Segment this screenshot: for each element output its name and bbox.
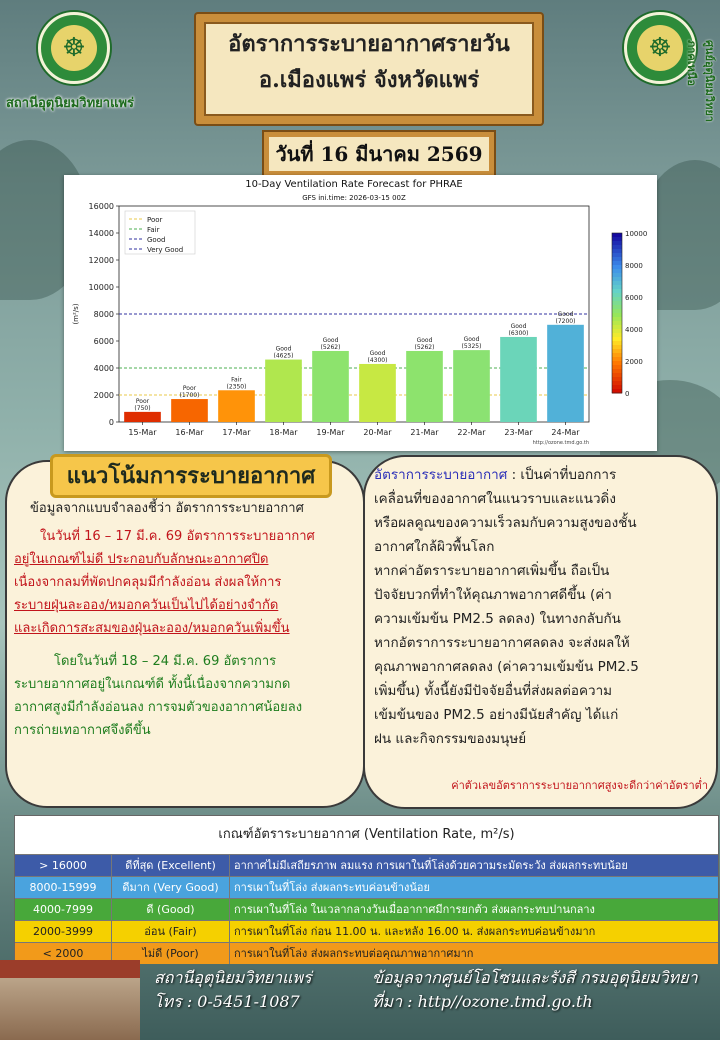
trend-p2-line: การถ่ายเทอากาศจึงดีขึ้น (14, 723, 151, 738)
criteria-row (15, 899, 718, 921)
legend-label: Fair (147, 226, 160, 234)
station-name: สถานีอุตุนิยมวิทยาแพร่ (154, 968, 312, 987)
x-tick-label: 24-Mar (551, 428, 580, 437)
bar-value-label: (7200) (555, 317, 576, 325)
station-phone: โทร : 0-5451-1087 (154, 992, 300, 1011)
chart-bar (406, 351, 443, 422)
colorbar-segment (612, 329, 622, 334)
bar-category-label: Poor (135, 397, 150, 405)
definition-line: หากอัตราการระบายอากาศลดลง จะส่งผลให้ (374, 635, 630, 651)
colorbar-segment (612, 261, 622, 266)
footer-station (154, 966, 364, 1014)
definition-line: ปัจจัยบวกที่ทำให้คุณภาพอากาศดีขึ้น (ค่า (374, 587, 612, 603)
y-tick-label: 4000 (93, 364, 114, 373)
bar-category-label: Good (510, 322, 527, 330)
colorbar-segment (612, 277, 622, 282)
colorbar-segment (612, 317, 622, 322)
chart-bar (359, 364, 396, 422)
trend-p1-line: และเกิดการสะสมของฝุ่นละออง/หมอกควันเพิ่มขึ้น (14, 621, 290, 636)
definition-line: คุณภาพอากาศลดลง (ค่าความเข้มข้น PM2.5 (374, 659, 639, 675)
x-tick-label: 15-Mar (128, 428, 157, 437)
trend-p2-line: ระบายอากาศอยู่ในเกณฑ์ดี ทั้งนี้เนื่องจากความกด (14, 677, 291, 692)
forecast-date: วันที่ 16 มีนาคม 2569 (264, 132, 494, 176)
colorbar-segment (612, 365, 622, 370)
criteria-range: 4000-7999 (15, 899, 112, 920)
bar-category-label: Fair (231, 376, 242, 384)
colorbar-segment (612, 341, 622, 346)
legend-label: Very Good (147, 246, 184, 254)
colorbar-segment (612, 253, 622, 258)
colorbar-segment (612, 357, 622, 362)
colorbar-segment (612, 241, 622, 246)
colorbar-segment (612, 345, 622, 350)
definition-line: อากาศใกล้ผิวพื้นโลก (374, 539, 495, 555)
criteria-range: < 2000 (15, 943, 112, 964)
colorbar-segment (612, 273, 622, 278)
footer-source (372, 966, 712, 1014)
definition-term: อัตราการระบายอากาศ (374, 467, 508, 483)
colorbar-segment (612, 381, 622, 386)
criteria-rows (15, 855, 718, 964)
colorbar-segment (612, 301, 622, 306)
org-left-name: สถานีอุตุนิยมวิทยาแพร่ (5, 96, 135, 111)
definition-line: ฝน และกิจกรรมของมนุษย์ (374, 731, 527, 747)
bar-value-label: (4625) (273, 352, 294, 360)
legend-label: Poor (147, 216, 163, 224)
colorbar-segment (612, 313, 622, 318)
y-axis-label: (m²/s) (72, 303, 80, 325)
colorbar-segment (612, 333, 622, 338)
bar-value-label: (5262) (320, 343, 341, 351)
colorbar-segment (612, 369, 622, 374)
colorbar-tick-label: 2000 (625, 358, 643, 366)
trend-p1-line: อยู่ในเกณฑ์ไม่ดี ประกอบกับลักษณะอากาศปิด (14, 552, 269, 567)
criteria-table (14, 815, 719, 960)
bar-category-label: Good (322, 336, 339, 344)
legend-label: Good (147, 236, 166, 244)
y-tick-label: 10000 (88, 283, 114, 292)
bar-value-label: (750) (134, 404, 151, 412)
bar-category-label: Good (416, 336, 433, 344)
bar-value-label: (2350) (226, 383, 247, 391)
colorbar-segment (612, 245, 622, 250)
x-tick-label: 16-Mar (175, 428, 204, 437)
definition-line: เข้มข้นของ PM2.5 อย่างมีนัยสำคัญ ได้แก่ (374, 707, 619, 723)
bar-category-label: Good (369, 349, 386, 357)
page-subtitle: อ.เมืองแพร่ จังหวัดแพร่ (258, 67, 480, 93)
trend-paragraph-2 (14, 650, 359, 742)
colorbar-segment (612, 257, 622, 262)
y-tick-label: 6000 (93, 337, 114, 346)
colorbar-segment (612, 249, 622, 254)
left-logo (38, 12, 110, 84)
criteria-level: อ่อน (Fair) (112, 921, 230, 942)
x-tick-label: 20-Mar (363, 428, 392, 437)
trend-p2-line: โดยในวันที่ 18 – 24 มี.ค. 69 อัตราการ (54, 654, 277, 669)
criteria-range: 2000-3999 (15, 921, 112, 942)
colorbar-segment (612, 321, 622, 326)
colorbar-tick-label: 10000 (625, 230, 648, 238)
bar-value-label: (5262) (414, 343, 435, 351)
criteria-title: เกณฑ์อัตราระบายอากาศ (Ventilation Rate, m²/s) (15, 816, 718, 855)
x-tick-label: 23-Mar (504, 428, 533, 437)
tmd-emblem-icon: ☸ (51, 25, 97, 71)
chart-source: http://ozone.tmd.go.th (532, 440, 589, 446)
colorbar-segment (612, 265, 622, 270)
x-tick-label: 21-Mar (410, 428, 439, 437)
colorbar-segment (612, 337, 622, 342)
trend-p2-line: อากาศสูงมีกำลังอ่อนลง การจมตัวของอากาศน้อยลง (14, 700, 303, 715)
criteria-level: ดีมาก (Very Good) (112, 877, 230, 898)
criteria-row (15, 855, 718, 877)
criteria-row (15, 877, 718, 899)
chart-bar (171, 399, 208, 422)
criteria-description: การเผาในที่โล่ง ในเวลากลางวันเมื่ออากาศมีการยกตัว ส่งผลกระทบปานกลาง (230, 899, 718, 920)
x-tick-label: 18-Mar (269, 428, 298, 437)
bar-value-label: (6300) (508, 329, 529, 337)
criteria-row (15, 921, 718, 943)
bar-category-label: Good (463, 336, 480, 344)
criteria-range: 8000-15999 (15, 877, 112, 898)
bar-value-label: (5325) (461, 343, 482, 351)
colorbar-segment (612, 377, 622, 382)
colorbar-segment (612, 297, 622, 302)
definition-line: ความเข้มข้น PM2.5 ลดลง) ในทางกลับกัน (374, 611, 621, 627)
definition-line: หากค่าอัตราระบายอากาศเพิ่มขึ้น ถือเป็น (374, 563, 610, 579)
definition-line-0 (374, 463, 710, 487)
criteria-description: การเผาในที่โล่ง ส่งผลกระทบต่อคุณภาพอากาศมาก (230, 943, 718, 964)
page-title: อัตราการระบายอากาศรายวัน (228, 31, 510, 57)
y-tick-label: 8000 (93, 310, 114, 319)
chart-bar (124, 412, 161, 422)
criteria-level: ดีที่สุด (Excellent) (112, 855, 230, 876)
colorbar-segment (612, 353, 622, 358)
definition-note: ค่าตัวเลขอัตราการระบายอากาศสูงจะดีกว่าค่าอัตราต่ำ (451, 779, 708, 792)
chart-title: 10-Day Ventilation Rate Forecast for PHRAE (245, 179, 463, 190)
definition-line: : เป็นค่าที่บอกการ (511, 467, 617, 483)
colorbar-segment (612, 237, 622, 242)
x-tick-label: 19-Mar (316, 428, 345, 437)
chart-svg (64, 175, 657, 451)
y-tick-label: 12000 (88, 256, 114, 265)
definition-line: หรือผลคูณของความเร็วลมกับความสูงของชั้น (374, 515, 637, 531)
definition-line: เคลื่อนที่ของอากาศในแนวราบและแนวดิ่ง (374, 491, 616, 507)
colorbar-segment (612, 361, 622, 366)
y-tick-label: 16000 (88, 202, 114, 211)
colorbar-segment (612, 309, 622, 314)
colorbar-segment (612, 305, 622, 310)
bar-category-label: Poor (182, 385, 197, 393)
x-tick-label: 17-Mar (222, 428, 251, 437)
colorbar-segment (612, 385, 622, 390)
chart-bar (265, 360, 302, 422)
colorbar-segment (612, 289, 622, 294)
colorbar-segment (612, 293, 622, 298)
source-line: ข้อมูลจากศูนย์โอโซนและรังสี กรมอุตุนิยมวิทยา (372, 968, 698, 987)
trend-paragraph-1 (14, 525, 359, 640)
trend-p1-line: ในวันที่ 16 – 17 มี.ค. 69 อัตราการระบายอากาศ (40, 529, 315, 544)
chart-bar (453, 350, 490, 422)
criteria-level: ดี (Good) (112, 899, 230, 920)
org-right-name: ศูนย์อุตุนิยมวิทยาภาคเหนือ (685, 40, 716, 122)
y-tick-label: 2000 (93, 391, 114, 400)
chart-bar (547, 325, 584, 422)
criteria-level: ไม่ดี (Poor) (112, 943, 230, 964)
trend-intro: ข้อมูลจากแบบจำลองชี้ว่า อัตราการระบายอากาศ (30, 501, 304, 516)
chart-bar (218, 390, 255, 422)
bar-value-label: (1700) (179, 392, 200, 400)
trend-heading: แนวโน้มการระบายอากาศ (50, 454, 332, 498)
criteria-description: การเผาในที่โล่ง ส่งผลกระทบค่อนข้างน้อย (230, 877, 718, 898)
colorbar-tick-label: 4000 (625, 326, 643, 334)
station-building-image (0, 960, 140, 1040)
y-tick-label: 14000 (88, 229, 114, 238)
ventilation-chart (64, 175, 657, 451)
colorbar-segment (612, 285, 622, 290)
colorbar-segment (612, 233, 622, 238)
colorbar-tick-label: 6000 (625, 294, 643, 302)
x-tick-label: 22-Mar (457, 428, 486, 437)
colorbar-segment (612, 269, 622, 274)
colorbar-segment (612, 373, 622, 378)
bar-value-label: (4300) (367, 356, 388, 364)
colorbar-segment (612, 349, 622, 354)
y-tick-label: 0 (108, 418, 114, 427)
chart-bar (312, 351, 349, 422)
tmd-emblem-icon: ☸ (637, 25, 683, 71)
definition-text (374, 463, 710, 751)
criteria-range: > 16000 (15, 855, 112, 876)
colorbar-segment (612, 325, 622, 330)
trend-p1-line: เนื่องจากลมที่พัดปกคลุมมีกำลังอ่อน ส่งผลให้การ (14, 575, 282, 590)
criteria-description: อากาศไม่มีเสถียรภาพ ลมแรง การเผาในที่โล่งด้วยความระมัดระวัง ส่งผลกระทบน้อย (230, 855, 718, 876)
bar-category-label: Good (275, 345, 292, 353)
chart-subtitle: GFS ini.time: 2026-03-15 00Z (302, 194, 406, 202)
colorbar-segment (612, 281, 622, 286)
colorbar-tick-label: 8000 (625, 262, 643, 270)
title-frame (196, 14, 542, 124)
criteria-description: การเผาในที่โล่ง ก่อน 11.00 น. และหลัง 16.00 น. ส่งผลกระทบค่อนข้างมาก (230, 921, 718, 942)
bar-category-label: Good (557, 310, 574, 318)
definition-line: เพิ่มขึ้น) ทั้งนี้ยังมีปัจจัยอื่นที่ส่งผลต่อความ (374, 683, 613, 699)
source-url: ที่มา : http//ozone.tmd.go.th (372, 992, 593, 1011)
colorbar-tick-label: 0 (625, 390, 630, 398)
chart-bar (500, 337, 537, 422)
trend-p1-line: ระบายฝุ่นละออง/หมอกควันเป็นไปได้อย่างจำกัด (14, 598, 279, 613)
